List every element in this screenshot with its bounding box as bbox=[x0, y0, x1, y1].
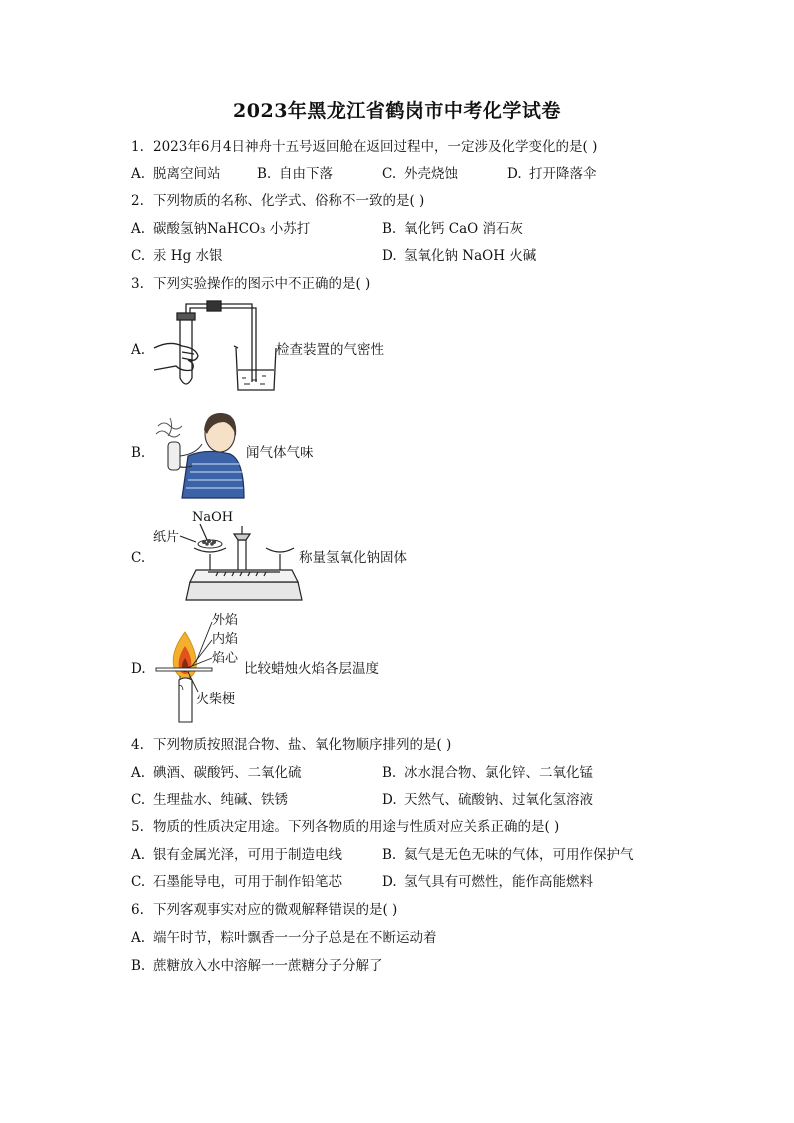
option-text: 脱离空间站 bbox=[153, 166, 221, 182]
match-stick-label: 火柴梗 bbox=[196, 692, 236, 707]
option-text: 端午时节，粽叶飘香一一分子总是在不断运动着 bbox=[153, 930, 437, 946]
option-text: 石墨能导电，可用于制作铅笔芯 bbox=[153, 874, 342, 890]
option-text: 汞 Hg 水银 bbox=[153, 248, 223, 264]
question-stem: 下列物质的名称、化学式、俗称不一致的是( ) bbox=[153, 193, 425, 209]
candle-flame-illustration bbox=[152, 612, 218, 726]
option-b bbox=[382, 220, 523, 238]
option-b bbox=[257, 165, 333, 183]
question-4 bbox=[131, 736, 451, 754]
option-text: 蔗糖放入水中溶解一一蔗糖分子分解了 bbox=[153, 958, 383, 974]
inner-flame-label: 内焰 bbox=[212, 632, 239, 647]
option-label: B. bbox=[131, 958, 146, 974]
option-text: 银有金属光泽，可用于制造电线 bbox=[153, 847, 342, 863]
option-a bbox=[131, 929, 437, 947]
option-text: 天然气、硫酸钠、过氧化氢溶液 bbox=[404, 792, 593, 808]
caption-c: 称量氢氧化钠固体 bbox=[299, 550, 407, 566]
option-label: D. bbox=[382, 874, 397, 890]
option-label: C. bbox=[382, 166, 397, 182]
option-c bbox=[131, 247, 223, 265]
option-label: A. bbox=[131, 166, 146, 182]
option-label: C. bbox=[131, 248, 146, 264]
option-c bbox=[131, 873, 342, 891]
option-label: A. bbox=[131, 765, 146, 781]
option-c bbox=[131, 791, 288, 809]
question-number: 3. bbox=[131, 276, 144, 292]
question-2 bbox=[131, 192, 424, 210]
option-a bbox=[131, 846, 342, 864]
question-6 bbox=[131, 901, 397, 919]
option-c-label: C. bbox=[131, 550, 146, 566]
page-title: 2023年黑龙江省鹤岗市中考化学试卷 bbox=[233, 100, 561, 122]
question-stem: 下列物质按照混合物、盐、氧化物顺序排列的是( ) bbox=[153, 737, 452, 753]
question-3 bbox=[131, 275, 370, 293]
question-stem: 下列客观事实对应的微观解释错误的是( ) bbox=[153, 902, 398, 918]
option-text: 氢气具有可燃性，能作高能燃料 bbox=[404, 874, 593, 890]
option-d bbox=[382, 791, 593, 809]
balance-illustration bbox=[180, 520, 305, 602]
option-text: 氦气是无色无味的气体，可用作保护气 bbox=[404, 847, 634, 863]
question-number: 6. bbox=[131, 902, 144, 918]
airtight-check-illustration bbox=[152, 300, 282, 395]
question-stem: 下列实验操作的图示中不正确的是( ) bbox=[153, 276, 371, 292]
option-label: B. bbox=[382, 221, 397, 237]
option-d bbox=[382, 247, 536, 265]
option-label: C. bbox=[131, 874, 146, 890]
option-label: C. bbox=[131, 792, 146, 808]
option-a bbox=[131, 220, 310, 238]
question-stem: 2023年6月4日神舟十五号返回舱在返回过程中，一定涉及化学变化的是( ) bbox=[153, 139, 598, 155]
option-text: 氢氧化钠 NaOH 火碱 bbox=[404, 248, 537, 264]
option-text: 冰水混合物、氯化锌、二氧化锰 bbox=[404, 765, 593, 781]
option-text: 碳酸氢钠NaHCO₃ 小苏打 bbox=[153, 221, 311, 237]
option-text: 碘酒、碳酸钙、二氧化硫 bbox=[153, 765, 302, 781]
option-label: B. bbox=[382, 765, 397, 781]
option-d-label: D. bbox=[131, 661, 146, 677]
option-d bbox=[507, 165, 597, 183]
question-number: 5. bbox=[131, 819, 144, 835]
option-label: D. bbox=[507, 166, 522, 182]
question-1 bbox=[131, 138, 597, 156]
outer-flame-label: 外焰 bbox=[212, 613, 239, 628]
option-b bbox=[382, 764, 593, 782]
option-a-label: A. bbox=[131, 342, 146, 358]
option-label: B. bbox=[257, 166, 272, 182]
option-a bbox=[131, 764, 302, 782]
option-b bbox=[131, 957, 383, 975]
question-5 bbox=[131, 818, 559, 836]
option-text: 氧化钙 CaO 消石灰 bbox=[404, 221, 524, 237]
smelling-gas-illustration bbox=[152, 404, 248, 499]
option-b-label: B. bbox=[131, 445, 146, 461]
question-number: 4. bbox=[131, 737, 144, 753]
caption-a: 检查装置的气密性 bbox=[276, 342, 384, 358]
naoh-label: NaOH bbox=[192, 510, 234, 525]
caption-b: 闻气体气味 bbox=[246, 445, 314, 461]
option-label: A. bbox=[131, 221, 146, 237]
paper-label: 纸片 bbox=[153, 530, 180, 545]
option-text: 生理盐水、纯碱、铁锈 bbox=[153, 792, 288, 808]
option-b bbox=[382, 846, 634, 864]
question-number: 1. bbox=[131, 139, 144, 155]
option-label: A. bbox=[131, 847, 146, 863]
option-label: B. bbox=[382, 847, 397, 863]
question-number: 2. bbox=[131, 193, 144, 209]
option-c bbox=[382, 165, 458, 183]
option-a bbox=[131, 165, 221, 183]
question-stem: 物质的性质决定用途。下列各物质的用途与性质对应关系正确的是( ) bbox=[153, 819, 560, 835]
flame-core-label: 焰心 bbox=[212, 651, 239, 666]
option-label: A. bbox=[131, 930, 146, 946]
caption-d: 比较蜡烛火焰各层温度 bbox=[244, 661, 379, 677]
option-text: 打开降落伞 bbox=[529, 166, 597, 182]
option-label: D. bbox=[382, 792, 397, 808]
option-text: 外壳烧蚀 bbox=[404, 166, 458, 182]
option-d bbox=[382, 873, 593, 891]
option-label: D. bbox=[382, 248, 397, 264]
option-text: 自由下落 bbox=[279, 166, 333, 182]
